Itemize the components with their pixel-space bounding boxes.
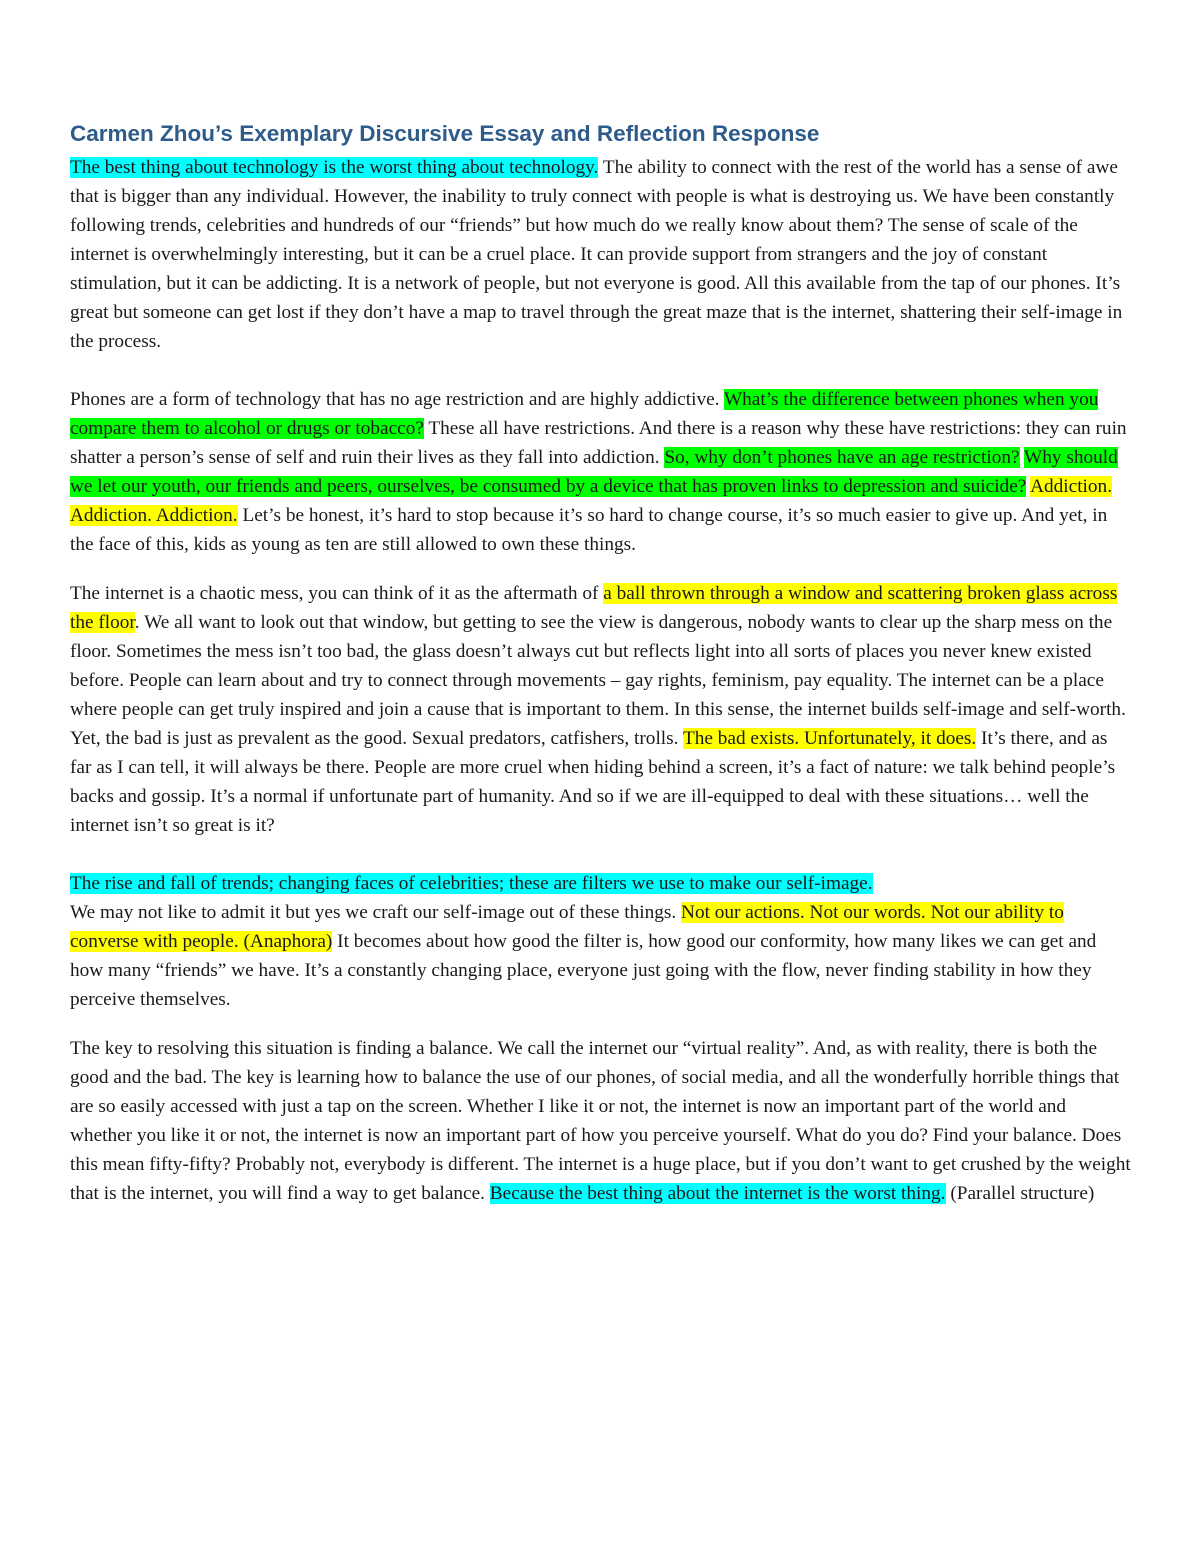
text-segment: . We all want to look out that window, but getting to see the view is dangerous, nobody wants to clear up the sharp mess on the floor. Sometimes the mess isn’t too bad, the glass doesn’t always cut but reflects light into all sorts of places you never knew existed before. People can learn about and try to connect through movements – gay rights, feminism, pay equality. The internet can be a place where people can get truly inspired and join a cause that is important to them. In this sense, the internet builds self-image and self-worth. Yet, the bad is just as prevalent as the good. Sexual predators, catfishers, trolls. [70, 612, 1126, 749]
text-segment: The internet is a chaotic mess, you can think of it as the aftermath of [70, 583, 604, 604]
document-page [70, 118, 1132, 1228]
highlight-yellow: The bad exists. Unfortunately, it does. [682, 728, 977, 749]
text-segment: It becomes about how good the filter is, how good our conformity, how many likes we can get and how many “friends” we have. It’s a constantly changing place, everyone just going with the flow, never finding stability in how they perceive themselves. [70, 931, 1097, 1010]
text-segment: The key to resolving this situation is finding a balance. We call the internet our “virtual reality”. And, as with reality, there is both the good and the bad. The key is learning how to balance the use of our phones, of social media, and all the wonderfully horrible things that are so easily accessed with just a tap on the screen. Whether I like it or not, the internet is now an important part of the world and whether you like it or not, the internet is now an important part of how you perceive yourself. What do you do? Find your balance. Does this mean fifty-fifty? Probably not, everybody is different. The internet is a huge place, but if you don’t want to get crushed by the weight that is the internet, you will find a way to get balance. [70, 1038, 1131, 1204]
highlight-cyan: The best thing about technology is the worst thing about technology. [70, 157, 599, 178]
text-segment: It’s there, and as far as I can tell, it will always be there. People are more cruel when hiding behind a screen, it’s a fact of nature: we talk behind people’s backs and gossip. It’s a normal if unfortunate part of humanity. And so if we are ill-equipped to deal with these situations… well the internet isn’t so great is it? [70, 728, 1116, 836]
text-segment: We may not like to admit it but yes we craft our self-image out of these things. [70, 902, 682, 923]
highlight-yellow: a ball thrown through a window and scattering broken glass across the floor [70, 583, 1118, 633]
highlight-green: What’s the difference between phones when you compare them to alcohol or drugs or tobacco? [70, 389, 1099, 439]
highlight-green: Why should we let our youth, our friends and peers, ourselves, be consumed by a device that has proven links to depression and suicide? [70, 447, 1118, 497]
text-segment: Let’s be honest, it’s hard to stop because it’s so hard to change course, it’s so much easier to give up. And yet, in the face of this, kids as young as ten are still allowed to own these things. [70, 505, 1108, 555]
paragraph [70, 898, 1132, 1014]
paragraph [70, 153, 1132, 356]
paragraph [70, 579, 1132, 840]
highlight-green: So, why don’t phones have an age restriction? [664, 447, 1020, 468]
text-segment: Phones are a form of technology that has no age restriction and are highly addictive. [70, 389, 724, 410]
text-segment: These all have restrictions. And there is a reason why these have restrictions: they can ruin shatter a person’s sense of self and ruin their lives as they fall into addiction. [70, 418, 1127, 468]
highlight-yellow: Addiction. Addiction. Addiction. [70, 476, 1113, 526]
paragraph [70, 1034, 1132, 1208]
paragraph [70, 385, 1132, 559]
text-segment: (Parallel structure) [945, 1183, 1095, 1204]
highlight-cyan: Because the best thing about the internet is the worst thing. [489, 1183, 946, 1204]
document-title: Carmen Zhou’s Exemplary Discursive Essay and Reflection Response [70, 121, 820, 146]
paragraph [70, 869, 1132, 898]
highlight-cyan: The rise and fall of trends; changing faces of celebrities; these are filters we use to make our self-image. [70, 873, 873, 894]
text-segment: The ability to connect with the rest of the world has a sense of awe that is bigger than any individual. However, the inability to truly connect with people is what is destroying us. We have been constantly following trends, celebrities and hundreds of our “friends” but how much do we really know about them? The sense of scale of the internet is overwhelmingly interesting, but it can be a cruel place. It can provide support from strangers and the joy of constant stimulation, but it can be addicting. It is a network of people, but not everyone is good. All this available from the tap of our phones. It’s great but someone can get lost if they don’t have a map to travel through the great maze that is the internet, shattering their self-image in the process. [70, 157, 1123, 352]
essay-body [70, 153, 1132, 1208]
highlight-yellow: Not our actions. Not our words. Not our ability to converse with people. (Anaphora) [70, 902, 1064, 952]
